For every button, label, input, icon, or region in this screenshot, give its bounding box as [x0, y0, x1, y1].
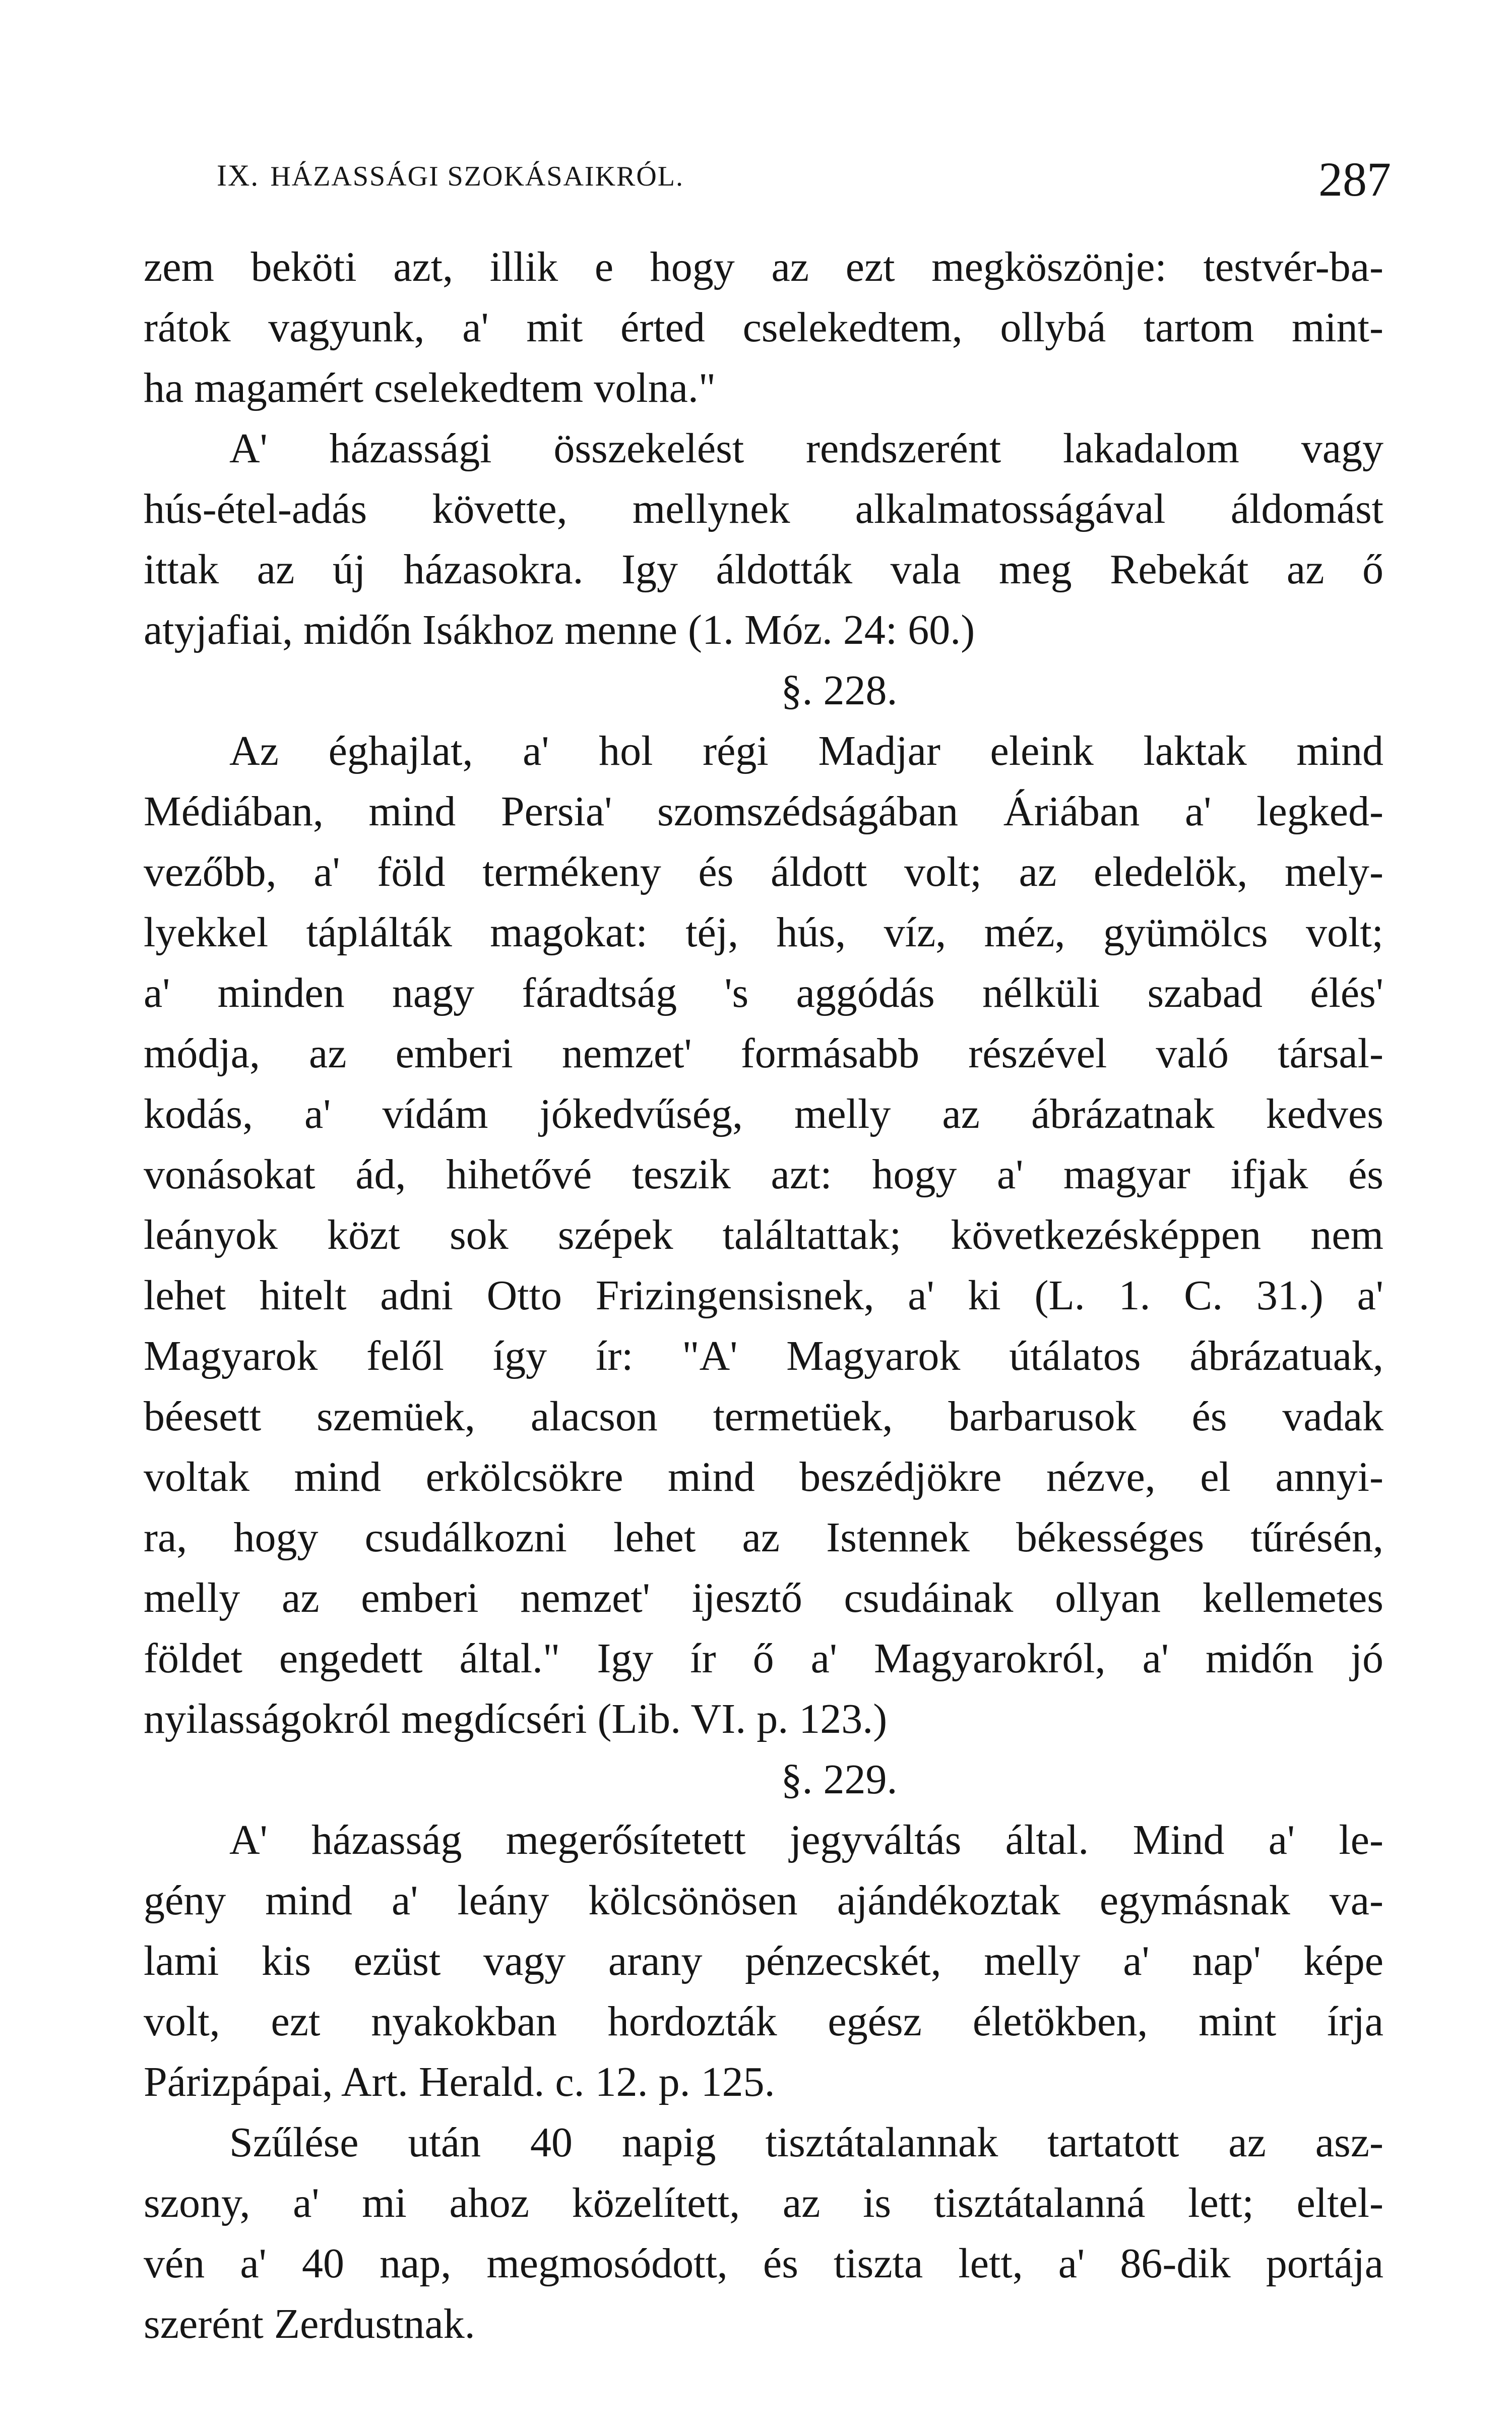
text-line: lami kis ezüst vagy arany pénzecskét, melly a' nap' képe	[144, 1938, 1383, 1984]
text-line: gény mind a' leány kölcsönösen ajándékoztak egymásnak va-	[144, 1877, 1383, 1924]
page-number: 287	[1318, 152, 1391, 206]
text-line: a' minden nagy fáradtság 's aggódás nélküli szabad élés'	[144, 970, 1383, 1016]
text-line: atyjafiai, midőn Isákhoz menne (1. Móz. 24: 60.)	[144, 607, 975, 653]
text-line: Párizpápai, Art. Herald. c. 12. p. 125.	[144, 2059, 775, 2105]
text-line: zem beköti azt, illik e hogy az ezt megköszönje: testvér-ba-	[144, 244, 1383, 290]
chapter-title: HÁZASSÁGI SZOKÁSAIKRÓL.	[270, 161, 684, 192]
running-title	[217, 158, 684, 193]
text-line: hús-étel-adás követte, mellynek alkalmatosságával áldomást	[144, 486, 1383, 532]
text-line: Médiában, mind Persia' szomszédságában Áriában a' legked-	[144, 788, 1383, 835]
body-text	[144, 237, 1383, 2354]
text-line: melly az emberi nemzet' ijesztő csudáinak ollyan kellemetes	[144, 1575, 1383, 1621]
text-line: rátok vagyunk, a' mit érted cselekedtem, ollybá tartom mint-	[144, 304, 1383, 351]
text-line: szerént Zerdustnak.	[144, 2301, 475, 2347]
text-line: ra, hogy csudálkozni lehet az Istennek békességes tűrésén,	[144, 1514, 1383, 1561]
text-line: leányok közt sok szépek találtattak; következésképpen nem	[144, 1212, 1383, 1258]
text-line: béesett szemüek, alacson termetüek, barbarusok és vadak	[144, 1393, 1383, 1440]
text-line: ha magamért cselekedtem volna."	[144, 365, 716, 411]
text-line: A' házasság megerősítetett jegyváltás által. Mind a' le-	[229, 1817, 1383, 1863]
text-line: földet engedett által." Igy ír ő a' Magyarokról, a' midőn jó	[144, 1635, 1383, 1682]
text-line: Szűlése után 40 napig tisztátalannak tartatott az asz-	[229, 2119, 1383, 2166]
chapter-number: IX.	[217, 159, 260, 192]
section-heading: §. 229.	[781, 1756, 898, 1803]
text-line: nyilasságokról megdícséri (Lib. VI. p. 123.)	[144, 1696, 888, 1742]
text-line: lyekkel táplálták magokat: téj, hús, víz, méz, gyümölcs volt;	[144, 909, 1383, 956]
text-line: módja, az emberi nemzet' formásabb részével való társal-	[144, 1030, 1383, 1077]
text-line: Magyarok felől így ír: "A' Magyarok útálatos ábrázatuak,	[144, 1333, 1383, 1379]
text-line: Az éghajlat, a' hol régi Madjar eleink laktak mind	[229, 728, 1383, 774]
text-line: vonásokat ád, hihetővé teszik azt: hogy a' magyar ifjak és	[144, 1151, 1383, 1198]
running-header	[217, 151, 1391, 212]
text-line: lehet hitelt adni Otto Frizingensisnek, a' ki (L. 1. C. 31.) a'	[144, 1272, 1383, 1319]
text-line: vén a' 40 nap, megmosódott, és tiszta lett, a' 86-dik portája	[144, 2240, 1383, 2287]
text-line: szony, a' mi ahoz közelített, az is tisztátalanná lett; eltel-	[144, 2180, 1383, 2226]
text-line: vezőbb, a' föld termékeny és áldott volt; az eledelök, mely-	[144, 849, 1383, 895]
text-line: ittak az új házasokra. Igy áldották vala meg Rebekát az ő	[144, 546, 1383, 593]
text-line: voltak mind erkölcsökre mind beszédjökre nézve, el annyi-	[144, 1454, 1383, 1500]
text-line: volt, ezt nyakokban hordozták egész életökben, mint írja	[144, 1998, 1383, 2045]
text-line: kodás, a' vídám jókedvűség, melly az ábrázatnak kedves	[144, 1091, 1383, 1137]
section-heading: §. 228.	[781, 667, 898, 714]
text-line: A' házassági összekelést rendszerént lakadalom vagy	[229, 425, 1383, 472]
